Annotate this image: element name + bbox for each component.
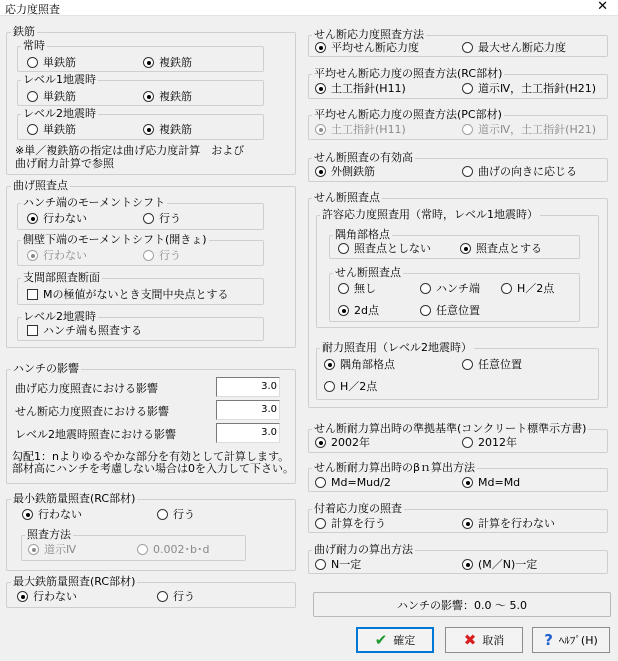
radio-standard-2002[interactable]: 2002年 [315, 436, 370, 449]
radio-eff-outer[interactable]: 外側鉄筋 [315, 165, 375, 178]
radio-cap-corner[interactable]: 隅角部格点 [324, 358, 395, 371]
radio-l2-single[interactable]: 単鉄筋 [27, 123, 76, 136]
group-min-rebar-label: 最小鉄筋量照査(RC部材) [13, 492, 136, 505]
group-joji-label: 常時 [23, 39, 45, 52]
radio-haunch-shift-yes[interactable]: 行う [143, 212, 181, 225]
radio-max-rebar-no[interactable]: 行わない [17, 590, 77, 603]
question-icon: ? [544, 631, 553, 649]
radio-sp-none[interactable]: 無し [338, 282, 376, 295]
radio-icon [462, 437, 473, 448]
radio-checked-icon [143, 91, 154, 102]
radio-checked-icon [28, 544, 39, 555]
checkbox-haunch-end[interactable]: ハンチ端も照査する [27, 324, 142, 337]
radio-icon [501, 283, 512, 294]
close-icon[interactable]: ✕ [597, 0, 608, 14]
group-corner-label: 隅角部格点 [335, 228, 390, 241]
radio-corner-yes[interactable]: 照査点とする [460, 242, 542, 255]
haunch-bending-input[interactable]: 3.0 [216, 377, 280, 397]
radio-icon [137, 544, 148, 555]
group-l2-haunch-label: レベル2地震時 [23, 310, 96, 323]
radio-icon [27, 124, 38, 135]
radio-min-rebar-yes[interactable]: 行う [157, 508, 195, 521]
radio-l2-double[interactable]: 複鉄筋 [143, 123, 192, 136]
rebar-note-2: 曲げ耐力計算で参照 [15, 157, 114, 170]
group-sidewall-shift-label: 側壁下端のモーメントシフト(開きょ) [23, 233, 207, 246]
radio-icon [462, 83, 473, 94]
group-sp-label: せん断照査点 [335, 266, 401, 279]
radio-cap-any[interactable]: 任意位置 [462, 358, 522, 371]
radio-bend-n[interactable]: N一定 [315, 558, 361, 571]
radio-checked-icon [315, 166, 326, 177]
group-min-method-label: 照査方法 [27, 528, 71, 541]
haunch-shear-label: せん断応力度照査における影響 [15, 405, 169, 418]
checkbox-icon [27, 289, 38, 300]
radio-sp-any[interactable]: 任意位置 [420, 304, 480, 317]
radio-checked-icon [17, 591, 28, 602]
checkbox-span-center[interactable]: Mの極値がないとき支間中央点とする [27, 288, 229, 301]
group-shear-method-label: せん断応力度照査方法 [314, 28, 424, 41]
group-haunch-shift-label: ハンチ端のモーメントシフト [23, 196, 166, 209]
radio-max-rebar-yes[interactable]: 行う [157, 590, 195, 603]
radio-bond-calc[interactable]: 計算を行う [315, 517, 386, 530]
group-l2-label: レベル2地震時 [23, 107, 96, 120]
group-allow-label: 許容応力度照査用（常時，レベル1地震時） [322, 208, 538, 221]
radio-checked-icon [22, 509, 33, 520]
radio-standard-2012[interactable]: 2012年 [462, 436, 517, 449]
radio-checked-icon [315, 42, 326, 53]
group-avg-rc-label: 平均せん断応力度の照査方法(RC部材) [314, 67, 503, 80]
radio-joji-single[interactable]: 単鉄筋 [27, 56, 76, 69]
radio-checked-icon [143, 57, 154, 68]
check-icon: ✔ [374, 631, 388, 649]
group-standard-label: せん断耐力算出時の準拠基準(コンクリート標準示方書) [314, 422, 587, 435]
radio-checked-icon [338, 305, 349, 316]
window-title: 応力度照査 [5, 3, 60, 16]
help-button[interactable]: ? ﾍﾙﾌﾟ(H) [532, 627, 610, 653]
title-bar [0, 0, 618, 16]
radio-checked-icon [315, 437, 326, 448]
radio-icon [420, 305, 431, 316]
group-span-section-label: 支間部照査断面 [23, 271, 100, 284]
radio-checked-icon [460, 243, 471, 254]
haunch-shear-input[interactable]: 3.0 [216, 400, 280, 420]
radio-icon [315, 518, 326, 529]
group-eff-height-label: せん断照査の有効高 [314, 151, 413, 164]
radio-checked-icon [27, 213, 38, 224]
group-haunch-effect-label: ハンチの影響 [13, 362, 79, 375]
radio-icon [27, 91, 38, 102]
ok-button[interactable]: ✔ 確定 [356, 627, 434, 653]
radio-shear-max[interactable]: 最大せん断応力度 [462, 41, 566, 54]
group-beta-label: せん断耐力算出時のβｎ算出方法 [314, 461, 476, 474]
radio-checked-icon [27, 250, 38, 261]
radio-sidewall-shift-yes[interactable]: 行う [143, 249, 181, 262]
radio-icon [338, 243, 349, 254]
group-shear-point-label: せん断照査点 [314, 191, 380, 204]
radio-checked-icon [315, 83, 326, 94]
radio-avg-pc-h11[interactable]: 土工指針(H11) [315, 123, 406, 136]
radio-icon [462, 166, 473, 177]
haunch-note-2: 部材高にハンチを考慮しない場合は0を入力して下さい。 [12, 462, 294, 475]
radio-icon [315, 559, 326, 570]
radio-method-doji[interactable]: 道示Ⅳ [28, 543, 76, 556]
radio-icon [462, 124, 473, 135]
cancel-button[interactable]: ✖ 取消 [445, 627, 523, 653]
radio-checked-icon [462, 518, 473, 529]
radio-sp-2d[interactable]: 2d点 [338, 304, 379, 317]
radio-icon [157, 509, 168, 520]
radio-avg-pc-h21[interactable]: 道示Ⅳ，土工指針(H21) [462, 123, 596, 136]
radio-icon [143, 213, 154, 224]
radio-haunch-shift-no[interactable]: 行わない [27, 212, 87, 225]
haunch-bending-label: 曲げ応力度照査における影響 [15, 382, 158, 395]
status-bar [313, 592, 611, 617]
radio-bend-mn[interactable]: (M／N)一定 [462, 558, 537, 571]
rebar-note-1: ※単／複鉄筋の指定は曲げ応力度計算 および [15, 144, 245, 157]
radio-checked-icon [143, 124, 154, 135]
checkbox-icon [27, 325, 38, 336]
group-bend-cap-label: 曲げ耐力の算出方法 [314, 543, 413, 556]
radio-icon [462, 42, 473, 53]
group-bending-point-label: 曲げ照査点 [13, 179, 68, 192]
radio-method-ratio[interactable]: 0.002･b･d [137, 543, 209, 556]
radio-icon [338, 283, 349, 294]
group-rebar-label: 鉄筋 [13, 25, 35, 38]
group-max-rebar-label: 最大鉄筋量照査(RC部材) [13, 575, 136, 588]
radio-icon [157, 591, 168, 602]
radio-l1-single[interactable]: 単鉄筋 [27, 90, 76, 103]
radio-sp-haunch[interactable]: ハンチ端 [420, 282, 480, 295]
radio-checked-icon [462, 559, 473, 570]
status-text: ハンチの影響：0.0 ～ 5.0 [397, 598, 527, 612]
radio-avg-rc-h21[interactable]: 道示Ⅳ，土工指針(H21) [462, 82, 596, 95]
radio-min-rebar-no[interactable]: 行わない [22, 508, 82, 521]
haunch-l2-label: レベル2地震時照査における影響 [15, 428, 176, 441]
radio-cap-h2[interactable]: H／2点 [324, 380, 377, 393]
radio-l1-double[interactable]: 複鉄筋 [143, 90, 192, 103]
group-bond-label: 付着応力度の照査 [314, 502, 402, 515]
radio-avg-rc-h11[interactable]: 土工指針(H11) [315, 82, 406, 95]
haunch-note-1: 勾配1：nよりゆるやかな部分を有効として計算します。 [12, 450, 290, 463]
haunch-l2-input[interactable]: 3.0 [216, 423, 280, 443]
radio-eff-bending[interactable]: 曲げの向きに応じる [462, 165, 577, 178]
radio-icon [462, 359, 473, 370]
radio-sidewall-shift-no[interactable]: 行わない [27, 249, 87, 262]
radio-icon [315, 477, 326, 488]
radio-icon [420, 283, 431, 294]
group-cap-label: 耐力照査用（レベル2地震時） [322, 341, 472, 354]
group-avg-pc-label: 平均せん断応力度の照査方法(PC部材) [314, 108, 502, 121]
radio-beta-md[interactable]: Md=Md [462, 476, 520, 489]
radio-beta-mud[interactable]: Md=Mud/2 [315, 476, 391, 489]
radio-checked-icon [324, 359, 335, 370]
radio-sp-h2[interactable]: H／2点 [501, 282, 554, 295]
radio-shear-avg[interactable]: 平均せん断応力度 [315, 41, 419, 54]
radio-checked-icon [462, 477, 473, 488]
cross-icon: ✖ [463, 631, 477, 649]
radio-checked-icon [315, 124, 326, 135]
radio-icon [143, 250, 154, 261]
radio-icon [324, 381, 335, 392]
group-l1-label: レベル1地震時 [23, 73, 96, 86]
radio-icon [27, 57, 38, 68]
radio-corner-no[interactable]: 照査点としない [338, 242, 431, 255]
radio-bond-nocalc[interactable]: 計算を行わない [462, 517, 555, 530]
radio-joji-double[interactable]: 複鉄筋 [143, 56, 192, 69]
